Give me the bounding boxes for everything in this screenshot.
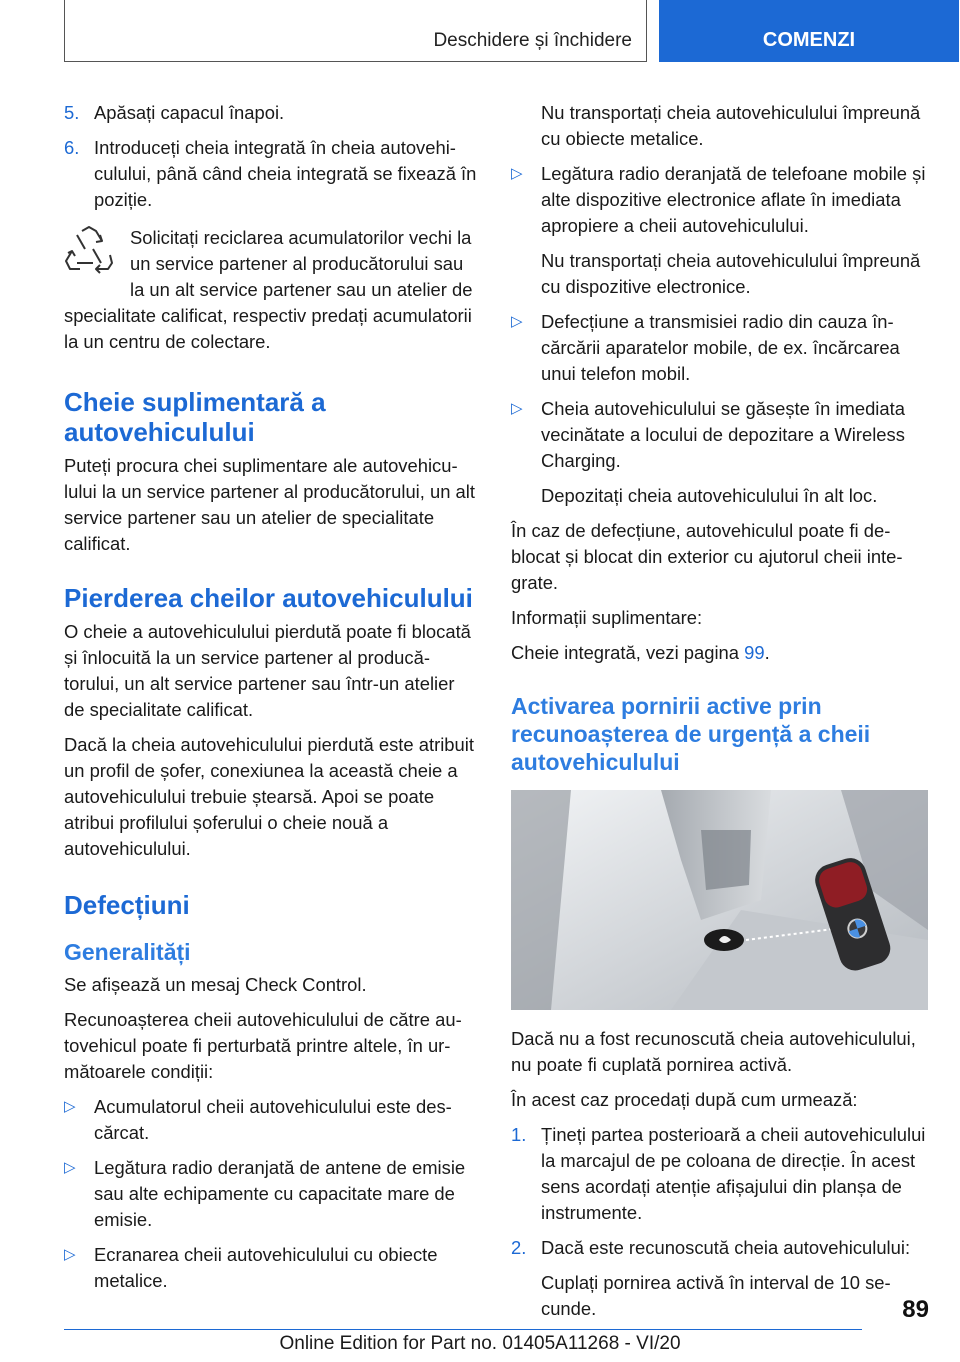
bullet-text: Legătura radio deranjată de antene de emisie sau alte echipamente cu capacitate mare de emisie. [94, 1157, 466, 1230]
paragraph: Se afișează un mesaj Check Control. [64, 974, 367, 995]
bullet-continuation: Nu transportați cheia autovehiculului împreună cu dispozitive electronice. [541, 250, 921, 297]
step-number: 1. [511, 1124, 527, 1145]
right-column [511, 100, 929, 1331]
header-frame [64, 0, 647, 62]
list-item [511, 161, 929, 239]
section-title: Deschidere și închidere [433, 30, 632, 51]
step-text: Apăsați capacul înapoi. [94, 102, 285, 123]
heading-lost-keys: Pierderea cheilor autovehiculului [64, 583, 473, 613]
paragraph: O cheie a autovehiculului pierdută poate fi blocată și înlocuită la un service partener al producătorului, un alt service partener sau într-un atelier de specialitate calificat. [64, 621, 471, 720]
list-item [64, 1094, 479, 1146]
bullet-text: Cheia autovehiculului se găsește în imediata vecinătate a locului de depozitare a Wireless Charging. [541, 398, 905, 471]
paragraph: Puteți procura chei suplimentare ale autovehiculului la un service partener al producătorului, un alt service partener sau un atelier de specialitate calificat. [64, 455, 475, 554]
bullet-triangle-icon: ▷ [511, 313, 523, 330]
list-item [511, 396, 929, 474]
bullet-triangle-icon: ▷ [64, 1098, 76, 1115]
reference-end: . [764, 642, 770, 663]
paragraph: Informații suplimentare: [511, 607, 703, 628]
bullet-triangle-icon: ▷ [64, 1246, 76, 1263]
step-text: Dacă este recunoscută cheia autovehiculului: [541, 1237, 911, 1258]
list-item [64, 1155, 479, 1233]
paragraph: În caz de defecțiune, autovehiculul poate fi deblocat și blocat din exterior cu ajutorul cheii integrate. [511, 520, 903, 593]
bullet-text: Legătura radio deranjată de telefoane mobile și alte dispozitive electronice aflate în imediata apropiere a cheii autovehiculului. [541, 163, 926, 236]
bullet-text: Defecțiune a transmisiei radio din cauza încărcării aparatelor mobile, de ex. încărcarea unui telefon mobil. [541, 311, 900, 384]
edition-note: Online Edition for Part no. 01405A11268 - VI/20 [279, 1333, 681, 1354]
bullet-triangle-icon: ▷ [64, 1159, 76, 1176]
list-item [64, 1242, 479, 1294]
heading-extra-key: Cheie suplimentară a autovehiculului [64, 387, 326, 447]
heading-emergency-detection: Activarea pornirii active prin recunoașterea de urgență a cheii autovehiculului [511, 693, 871, 775]
step-number: 5. [64, 102, 80, 123]
bullet-text: Acumulatorul cheii autovehiculului este descărcat. [94, 1096, 452, 1143]
list-item [64, 135, 479, 213]
steering-column-photo [511, 790, 928, 1010]
list-item [511, 1122, 929, 1226]
page-number: 89 [902, 1296, 929, 1323]
step-text: Introduceți cheia integrată în cheia autovehiculului, până când cheia integrată se fixează în poziție. [94, 137, 477, 210]
chapter-tab[interactable] [659, 0, 959, 62]
heading-general: Generalități [64, 939, 191, 965]
bullet-continuation: Nu transportați cheia autovehiculului împreună cu obiecte metalice. [541, 102, 921, 149]
recycle-icon [64, 225, 130, 303]
step-continuation: Cuplați pornirea activă în interval de 10 secunde. [541, 1272, 891, 1319]
left-column [64, 100, 479, 1303]
reference-text: Cheie integrată, vezi pagina [511, 642, 745, 663]
list-item [511, 309, 929, 387]
recycling-note [64, 225, 479, 355]
reference-paragraph [511, 640, 929, 666]
chapter-tab-label: COMENZI [762, 29, 856, 51]
list-item [511, 1235, 929, 1261]
bullet-triangle-icon: ▷ [511, 400, 523, 417]
page-link[interactable]: 99 [744, 642, 765, 663]
paragraph: În acest caz procedați după cum urmează: [511, 1089, 858, 1110]
paragraph: Dacă la cheia autovehiculului pierdută este atribuit un profil de șofer, conexiunea la această cheie a autovehiculului trebuie ștearsă. Apoi se poate atribui profilului șoferului o cheie nouă a autovehiculului. [64, 734, 474, 859]
paragraph: Dacă nu a fost recunoscută cheia autovehiculului, nu poate fi cuplată pornirea activă. [511, 1028, 916, 1075]
step-number: 6. [64, 137, 80, 158]
paragraph: Recunoașterea cheii autovehiculului de către autovehicul poate fi perturbată printre altele, în următoarele condiții: [64, 1009, 462, 1082]
bullet-triangle-icon: ▷ [511, 165, 523, 182]
heading-defects: Defecțiuni [64, 890, 190, 920]
bullet-continuation: Depozitați cheia autovehiculului în alt loc. [541, 485, 878, 506]
step-number: 2. [511, 1237, 527, 1258]
list-item [64, 100, 479, 126]
footer-divider [64, 1329, 862, 1330]
recycle-text: Solicitați reciclarea acumulatorilor vechi la un service partener al producătorului sau la un alt service partener sau un atelier de specialitate calificat, respectiv predați acumulatorii la un centru de colectare. [64, 227, 473, 352]
step-text: Țineți partea posterioară a cheii autovehiculului la marcajul de pe coloana de direcție. În acest sens acordați atenție afișajului din planșa de instrumente. [541, 1124, 926, 1223]
bullet-text: Ecranarea cheii autovehiculului cu obiecte metalice. [94, 1244, 438, 1291]
